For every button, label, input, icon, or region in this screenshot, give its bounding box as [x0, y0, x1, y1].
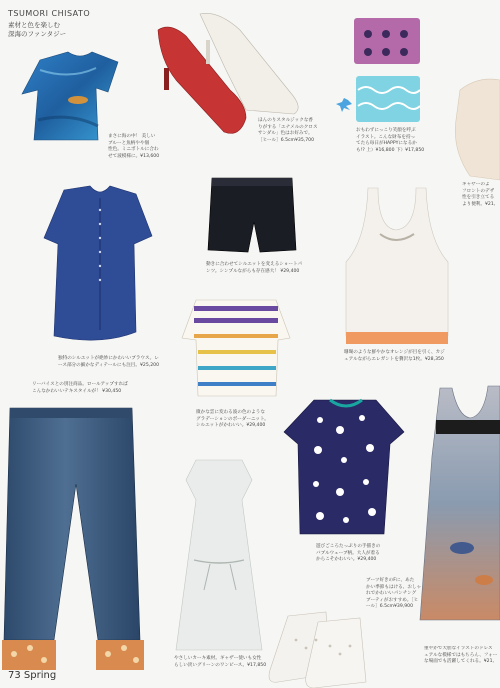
section-name: Spring: [23, 670, 57, 681]
caption-line: 微かな雲に変わる波の色のような: [196, 410, 265, 415]
caption-line: サンダル」色はお好みで。: [258, 131, 313, 137]
polka-dot-top: [284, 400, 404, 534]
caption-white-dress: [174, 656, 290, 669]
caption-line: こんなかわいいテキスタイルが！ ¥30,450: [32, 388, 122, 394]
blue-print-tshirt: [22, 52, 118, 140]
caption-line: てたら毎日がHAPPYになるか: [356, 141, 417, 147]
pouches: [336, 18, 420, 122]
caption-line: おもわずにっこり笑顔を呼ぶ: [356, 128, 416, 133]
caption-line: ギャザーのよ: [462, 182, 490, 187]
caption-line: 性を引き立てる: [462, 195, 495, 201]
caption-line: グラデーションのボーダーニット。: [196, 416, 269, 422]
caption-line: らしい淡いグリーンのワンピース。¥17,850: [174, 662, 267, 668]
denim-jeans: [2, 408, 144, 670]
caption-line: 重やかで大胆なイラストのドレス: [424, 646, 493, 651]
caption-printed-dress: [424, 646, 500, 666]
pale-sleeveless-dress: [176, 460, 262, 650]
white-booties: [269, 612, 366, 688]
caption-line: かい季節もはける、おしゃ: [366, 584, 422, 590]
caption-line: な場面でも活躍してくれる。¥21,: [424, 659, 494, 665]
caption-pouch: [356, 128, 450, 154]
caption-line: 遊びごころたっぷりの手描きの: [316, 544, 381, 549]
caption-tank: [344, 350, 464, 363]
caption-line: ほんのりスタルジックな香: [258, 118, 314, 123]
caption-line: ュアルながらエレガントを贅沢な1枚。¥28,350: [344, 356, 444, 362]
caption-line: イラスト。こんな財布を持っ: [356, 134, 416, 140]
caption-cardigan: [462, 182, 500, 208]
header-line-1: 素材と色を楽しむ: [8, 21, 60, 29]
caption-line: 動きに合わせてシルエットを変えるショートパ: [206, 262, 303, 267]
caption-sandals: [258, 118, 350, 144]
caption-line: ブルーと魚柄やや個: [108, 140, 150, 146]
caption-line: ンツ。シンプルながらも存在感大！ ¥29,400: [206, 268, 300, 274]
caption-line: バブルウェーブ柄。大人が着る: [316, 550, 380, 556]
caption-line: やさしいカーキ素材。ギャザー使いも女性: [174, 656, 262, 661]
caption-stripe: [196, 410, 296, 430]
striped-knit-top: [182, 300, 290, 396]
caption-boots: [366, 578, 438, 611]
blue-tunic-blouse: [44, 186, 152, 340]
caption-line: ュアルな模様ではもちろん、フォー: [424, 652, 498, 658]
caption-blouse: [58, 356, 176, 369]
caption-line: れでかわいいパンチング: [366, 591, 417, 597]
caption-line: 珊瑚のような鮮やかなオレンジが目を引く、カジ: [344, 350, 445, 355]
caption-shorts: [206, 262, 322, 275]
page-folio: [8, 670, 56, 681]
caption-denim: [32, 382, 150, 395]
caption-line: シルエットがかわいい。¥29,400: [196, 423, 266, 429]
caption-polka: [316, 544, 408, 564]
caption-line: フロントのデザ: [462, 188, 495, 194]
caption-line: ［ヒール］6.5cm¥35,700: [258, 137, 314, 143]
caption-line: からこそかわいい。¥29,400: [316, 557, 377, 563]
caption-line: せて波模様に。¥13,600: [108, 153, 160, 159]
caption-line: りがする「エナメルのクロス: [258, 124, 318, 130]
cream-cardigan: [455, 79, 500, 180]
caption-tshirt: [108, 134, 180, 160]
caption-line: ール］6.5cm¥39,900: [366, 604, 413, 610]
caption-line: ブーティがおすすめ。［ヒ: [366, 597, 419, 603]
header-line-2: 深海のファンタジー: [8, 30, 67, 38]
caption-line: まさに海の中！ 美しい: [108, 134, 156, 139]
header-copy: [8, 21, 88, 39]
white-tank-top: [346, 188, 448, 344]
caption-line: ブーツ好きのFに、あた: [366, 578, 415, 583]
brand-name: TSUMORI CHISATO: [8, 9, 91, 18]
caption-line: 性色。ミニボトルに合わ: [108, 147, 159, 153]
page-number: 73: [8, 670, 21, 681]
caption-line: より便利。¥21,: [462, 201, 496, 207]
black-shorts: [208, 178, 296, 252]
sandals: [158, 13, 298, 133]
caption-line: 独特のシルエットが絶妙にかわいいブラウス。レ: [58, 356, 159, 361]
caption-line: リーバイスとの別注商品。ロールアップすれば: [32, 382, 128, 387]
caption-line: ース部分の細かなディテールにも注目。¥25,200: [58, 362, 159, 368]
caption-line: も!? 上）¥16,800 下）¥17,850: [356, 147, 425, 153]
